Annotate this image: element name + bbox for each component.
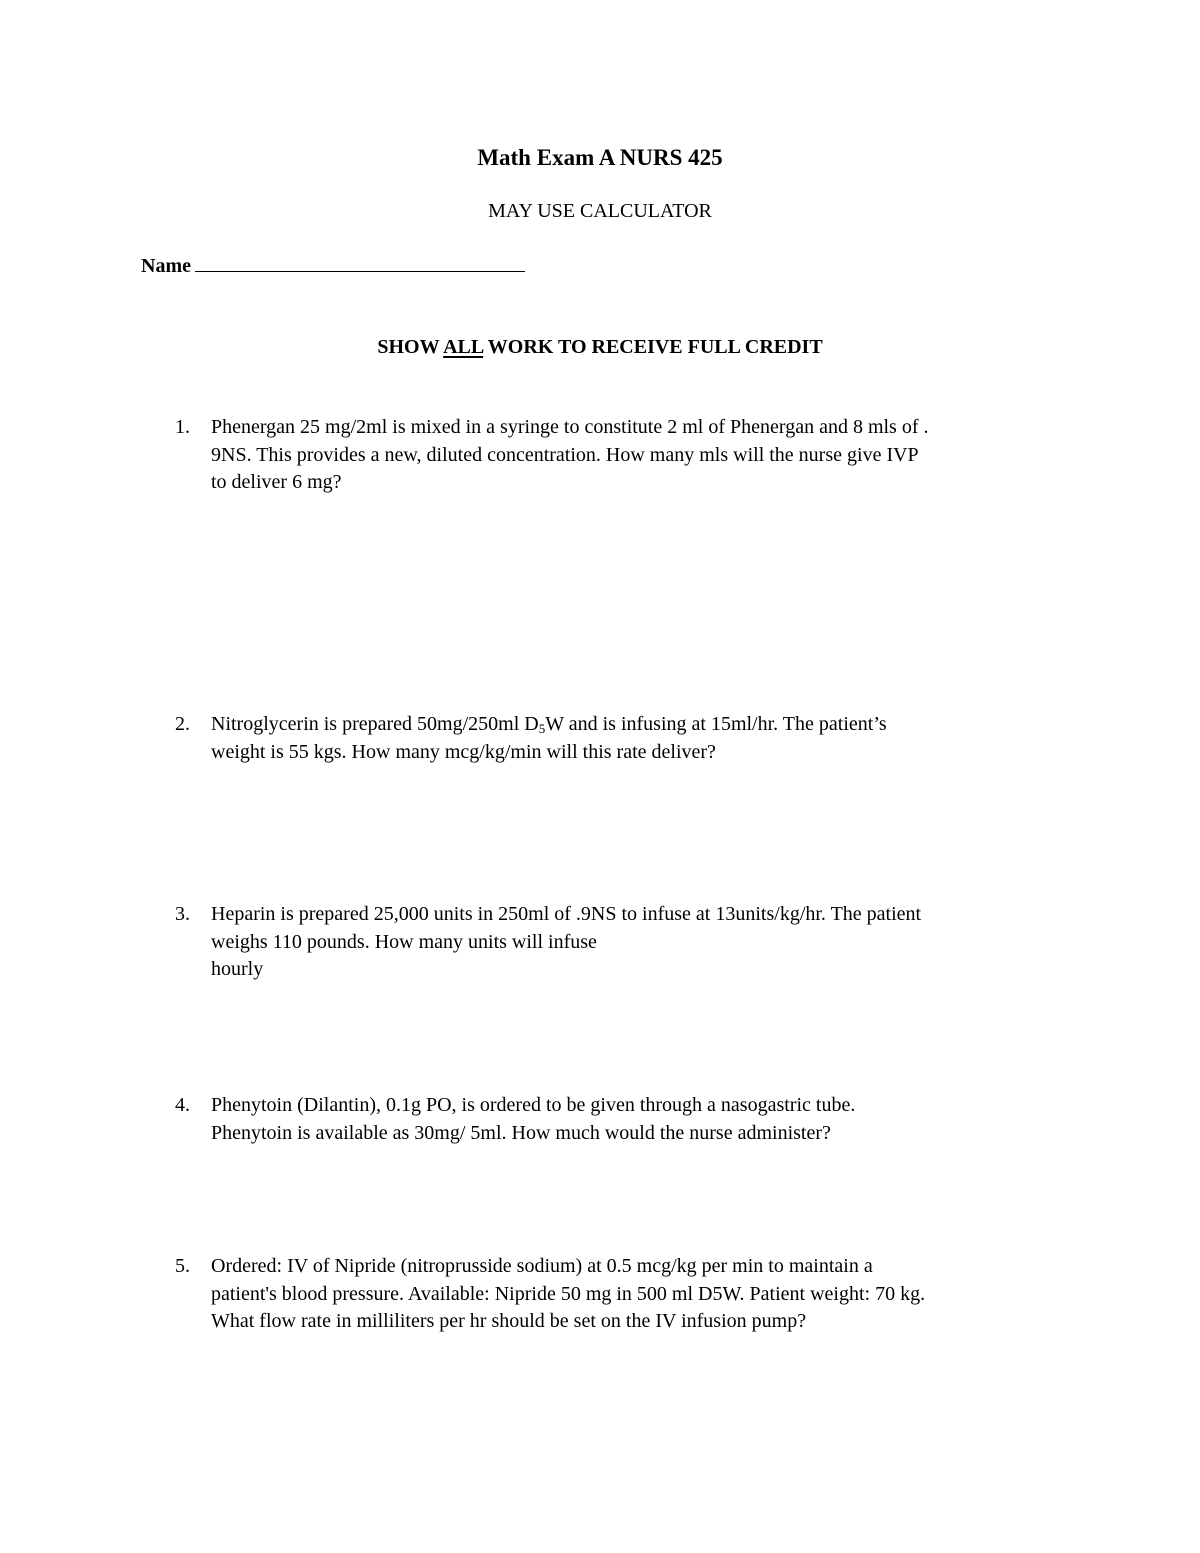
question-line: Heparin is prepared 25,000 units in 250ml of .9NS to infuse at 13units/kg/hr. The patient xyxy=(211,903,922,925)
question-line: to deliver 6 mg? xyxy=(211,471,342,493)
question-line: hourly xyxy=(211,958,264,980)
exam-title: Math Exam A NURS 425 xyxy=(477,145,723,170)
question-line xyxy=(211,711,1065,739)
question-line: What flow rate in milliliters per hr should be set on the IV infusion pump? xyxy=(211,1310,807,1332)
question-text xyxy=(211,1092,1065,1147)
question-line: weight is 55 kgs. How many mcg/kg/min will this rate deliver? xyxy=(211,740,716,763)
question-text xyxy=(211,711,1065,766)
question-text xyxy=(211,414,1065,497)
question-line: Phenytoin (Dilantin), 0.1g PO, is ordered to be given through a nasogastric tube. xyxy=(211,1094,856,1116)
question-text xyxy=(211,1253,1065,1336)
question-line: Phenytoin is available as 30mg/ 5ml. How much would the nurse administer? xyxy=(211,1121,831,1144)
subscript: 5 xyxy=(538,721,546,736)
question-line: weighs 110 pounds. How many units will infuse xyxy=(211,930,597,953)
name-row xyxy=(141,251,525,280)
question-number: 1. xyxy=(175,416,190,438)
name-blank-line[interactable] xyxy=(195,251,525,272)
question-line: patient's blood pressure. Available: Nipride 50 mg in 500 ml D5W. Patient weight: 70 kg. xyxy=(211,1282,926,1305)
question-line-part: W and is infusing at 15ml/hr. The patient’s xyxy=(545,713,887,735)
calculator-note: MAY USE CALCULATOR xyxy=(488,200,712,222)
name-label: Name xyxy=(141,255,191,277)
question-number: 2. xyxy=(175,713,190,735)
question-line: 9NS. This provides a new, diluted concentration. How many mls will the nurse give IVP xyxy=(211,443,919,466)
instruction-heading xyxy=(0,333,1200,361)
instruction-emphasis: ALL xyxy=(443,336,484,358)
question-number: 5. xyxy=(175,1255,190,1277)
instruction-after: WORK TO RECEIVE FULL CREDIT xyxy=(483,336,823,358)
question-line-part: Nitroglycerin is prepared 50mg/250ml D xyxy=(211,713,539,735)
question-number: 4. xyxy=(175,1094,190,1116)
question-line: Ordered: IV of Nipride (nitroprusside sodium) at 0.5 mcg/kg per min to maintain a xyxy=(211,1255,873,1277)
question-text xyxy=(211,901,1065,984)
instruction-before: SHOW xyxy=(377,336,444,358)
question-number: 3. xyxy=(175,903,190,925)
question-line: Phenergan 25 mg/2ml is mixed in a syringe to constitute 2 ml of Phenergan and 8 mls of . xyxy=(211,416,929,438)
